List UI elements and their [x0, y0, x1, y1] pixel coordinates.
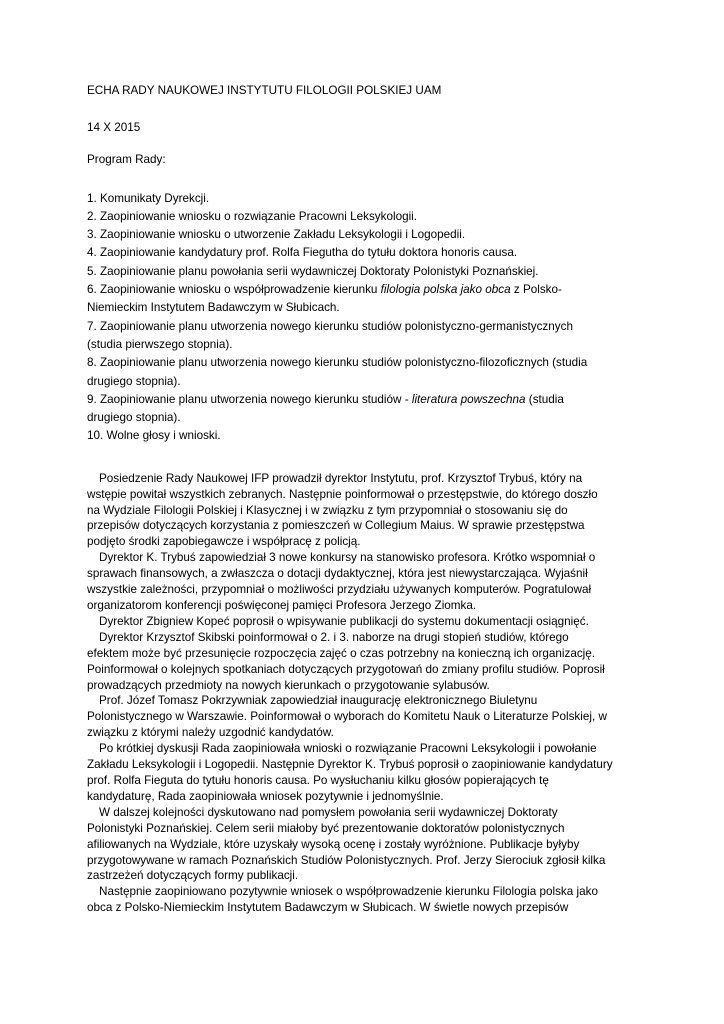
agenda-item: [87, 391, 640, 409]
agenda-list: [87, 190, 640, 446]
body-line: Polonistyki Poznańskiej. Celem serii miałoby być prezentowanie doktoratów polonistycznych: [87, 821, 565, 835]
body-line: prowadzących przedmioty na nowych kierunkach o przygotowanie sylabusów.: [87, 678, 490, 692]
agenda-item: drugiego stopnia).: [87, 411, 181, 425]
body-line: sprawach finansowych, a zwłaszcza o dotacji dydaktycznej, która jest niewystarczająca. Wyjaśnił: [87, 567, 588, 581]
body-line: Dyrektor Krzysztof Skibski poinformował o 2. i 3. naborze na drugi stopień studiów, którego: [99, 630, 569, 644]
agenda-item-text: 9. Zaopiniowanie planu utworzenia nowego kierunku studiów -: [87, 392, 412, 406]
agenda-item: drugiego stopnia).: [87, 374, 181, 388]
body-line: Prof. Józef Tomasz Pokrzywniak zapowiedział inaugurację elektronicznego Biuletynu: [99, 694, 538, 708]
agenda-item-italic: filologia polska jako obca: [380, 283, 511, 297]
body-line: Polonistycznego w Warszawie. Poinformował o wyborach do Komitetu Nauk o Literaturze Polskiej, w: [87, 710, 607, 724]
agenda-item-text: z Polsko-: [510, 283, 562, 297]
body-line: wszystkie zależności, przypomniał o możliwości przydziału używanych komputerów. Pogratulował: [87, 583, 592, 597]
body-line: efektem może być przesunięcie rozpoczęcia zajęć o czas potrzebny na konieczną ich organizację.: [87, 646, 596, 660]
body-line: przygotowywane w ramach Poznańskich Studiów Polonistycznych. Prof. Jerzy Sierociuk zgłosił kilka: [87, 853, 606, 867]
body-line: obca z Polsko-Niemieckim Instytutem Badawczym w Słubicach. W świetle nowych przepisów: [87, 901, 569, 915]
agenda-item-italic: literatura powszechna: [411, 392, 526, 406]
agenda-item: (studia pierwszego stopnia).: [87, 337, 233, 351]
body-line: Po krótkiej dyskusji Rada zaopiniowała wnioski o rozwiązanie Pracowni Leksykologii i powołanie: [99, 742, 597, 756]
body-line: zastrzeżeń dotyczących formy publikacji.: [87, 869, 299, 883]
agenda-item-text: (studia: [525, 392, 564, 406]
body-line: na Wydziale Filologii Polskiej i Klasycznej i w związku z tym przypomniał o stosowaniu się do: [87, 503, 568, 517]
body-line: Dyrektor K. Trybuś zapowiedział 3 nowe konkursy na stanowisko profesora. Krótko wspomniał o: [99, 551, 596, 565]
agenda-item: 5. Zaopiniowanie planu powołania serii wydawniczej Doktoraty Polonistyki Poznańskiej.: [87, 264, 539, 278]
agenda-item: 8. Zaopiniowanie planu utworzenia nowego kierunku studiów polonistyczno-filozoficznych (studia: [87, 356, 588, 370]
body-line: Poinformował o kolejnych spotkaniach dotyczących przygotowań do zmiany profilu studiów. Poprosił: [87, 662, 605, 676]
body-line: Zakładu Leksykologii i Logopedii. Następnie Dyrektor K. Trybuś poprosił o zaopiniowanie kandydatury: [87, 758, 613, 772]
agenda-item: 2. Zaopiniowanie wniosku o rozwiązanie Pracowni Leksykologii.: [87, 209, 418, 223]
agenda-item: 10. Wolne głosy i wnioski.: [87, 429, 221, 443]
body-line: Posiedzenie Rady Naukowej IFP prowadził dyrektor Instytutu, prof. Krzysztof Trybuś, który na: [99, 471, 583, 485]
agenda-item: Niemieckim Instytutem Badawczym w Słubicach.: [87, 301, 340, 315]
body-line: kandydaturę, Rada zaopiniowała wniosek pozytywnie i jednomyślnie.: [87, 789, 444, 803]
body-line: organizatorom konferencji poświęconej pamięci Profesora Jerzego Ziomka.: [87, 599, 477, 612]
document-page: [87, 82, 640, 916]
agenda-item-text: 6. Zaopiniowanie wniosku o współprowadzenie kierunku: [87, 283, 381, 297]
agenda-item: 1. Komunikaty Dyrekcji.: [87, 191, 210, 205]
program-heading: Program Rady:: [87, 153, 166, 167]
agenda-item: [87, 281, 640, 299]
agenda-item: 3. Zaopiniowanie wniosku o utworzenie Zakładu Leksykologii i Logopedii.: [87, 228, 466, 242]
body-line: afiliowanych na Wydziale, które uzyskały wysoką ocenę i zostały wyróżnione. Publikacje byłyby: [87, 837, 580, 851]
body-line: przepisów dotyczących korzystania z pomieszczeń w Collegium Maius. W sprawie przestępstwa: [87, 519, 585, 533]
agenda-item: 4. Zaopiniowanie kandydatury prof. Rolfa Fiegutha do tytułu doktora honoris causa.: [87, 246, 518, 260]
agenda-item: 7. Zaopiniowanie planu utworzenia nowego kierunku studiów polonistyczno-germanistycznych: [87, 319, 573, 333]
body-line: prof. Rolfa Fieguta do tytułu honoris causa. Po wysłuchaniu kilku głosów popierających tę: [87, 773, 549, 787]
minutes-body: [87, 471, 640, 916]
body-line: związku z którymi należy uzgodnić kandydatów.: [87, 726, 334, 740]
body-line: Dyrektor Zbigniew Kopeć poprosił o wpisywanie publikacji do systemu dokumentacji osiągnięć.: [99, 614, 589, 628]
body-line: Następnie zaopiniowano pozytywnie wniosek o współprowadzenie kierunku Filologia polska jako: [99, 885, 598, 899]
document-date: 14 X 2015: [87, 121, 141, 134]
body-line: wstępie powitał wszystkich zebranych. Następnie poinformował o przestępstwie, do którego doszło: [87, 487, 598, 501]
document-title: ECHA RADY NAUKOWEJ INSTYTUTU FILOLOGII POLSKIEJ UAM: [87, 84, 442, 97]
body-line: podjęto środki zapobiegawcze i współpracę z policją.: [87, 535, 361, 549]
body-line: W dalszej kolejności dyskutowano nad pomysłem powołania serii wydawniczej Doktoraty: [99, 805, 558, 819]
